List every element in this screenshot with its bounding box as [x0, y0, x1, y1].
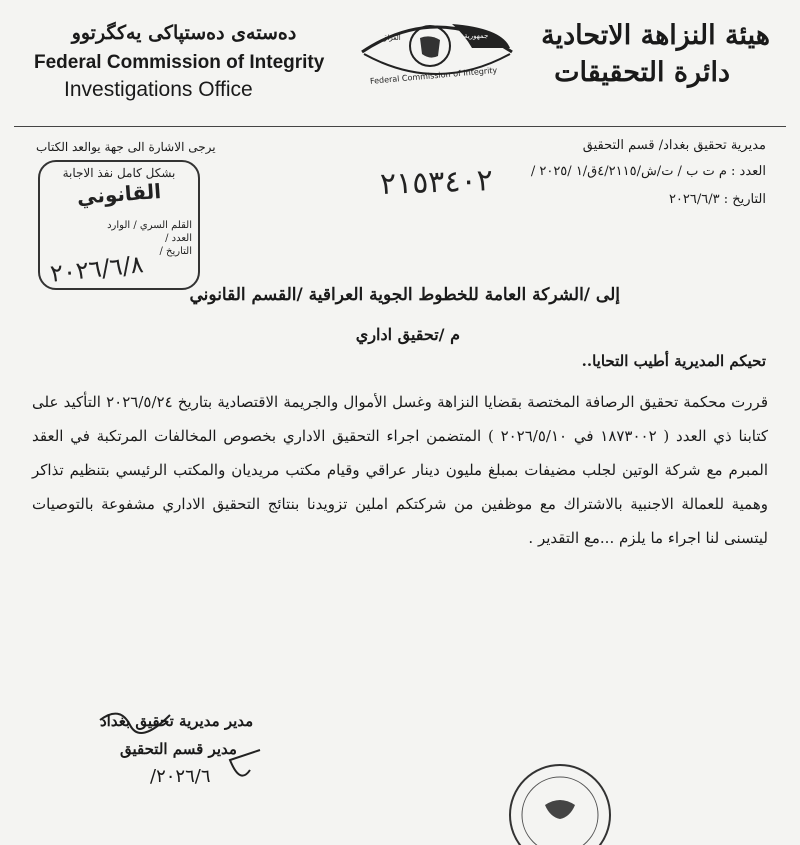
recipient-line: إلى /الشركة العامة للخطوط الجوية العراقية /القسم القانوني: [189, 285, 620, 305]
reply-note: يرجى الاشارة الى جهة يوالعد الكتاب: [36, 140, 216, 154]
handwritten-number: ٢١٥٣٤٠٢: [379, 163, 494, 202]
number-label: العدد :: [731, 164, 766, 179]
arabic-subtitle: دائرة التحقيقات: [554, 57, 730, 88]
logo-text-bottom: Federal Commission of Integrity: [369, 65, 498, 86]
header-right: [540, 20, 770, 88]
english-subtitle: Investigations Office: [64, 78, 253, 101]
reference-number-line: [531, 164, 766, 179]
greeting-line: تحيكم المديرية أطيب التحايا..: [581, 352, 766, 370]
number-value: م ت ب / ت/ش/٤/٢١١٥ق/١ /٢٠٢٥ /: [530, 164, 727, 179]
kurdish-title: دەستەی دەستپاکی یەکگرتوو: [71, 22, 297, 44]
stamp-line-1: القلم السري / الوارد: [107, 220, 192, 231]
letter-body: قررت محكمة تحقيق الرصافة المختصة بقضايا النزاهة وغسل الأموال والجريمة الاقتصادية بتاريخ ٢٠٢٦/٥/٢٤ التأكيد على كتابنا ذي العدد ( ١٨٧٣٠٠٢ في ٢٠٢٦/٥/١٠ ) المتضمن اجراء التحقيق الاداري بخصوص المخالفات المرتكبة في العقد المبرم مع شركة الوتين لجلب مضيفات بمبلغ مليون دينار عراقي وقيام مكتب مريديان والمكتب الرئيسي بتنظيم تذاكر وهمية للعمالة الاجنبية بالاشتراك مع موظفين من شركتكم املين تزويدنا بنتائج التحقيق الاداري مشفوعة بالتوصيات ليتسنى لنا اجراء ما يلزم ...مع التقدير .: [32, 393, 768, 547]
signatory-title-1: مدير مديرية تحقيق بغداد: [100, 712, 254, 730]
date-line: [669, 192, 766, 207]
official-seal-icon: [500, 755, 620, 845]
logo-text-top-right: جمهورية: [464, 32, 489, 40]
logo-text-top-left: العراق: [382, 34, 401, 42]
date-label: التاريخ :: [723, 192, 766, 207]
stamp-head: بشكل كامل نفذ الاجابة: [62, 166, 176, 180]
english-title: Federal Commission of Integrity: [34, 52, 325, 73]
arabic-title: هيئة النزاهة الاتحادية: [541, 20, 770, 51]
directorate-line: مديرية تحقيق بغداد/ قسم التحقيق: [582, 138, 766, 153]
commission-logo: [352, 8, 522, 86]
signatory-title-2: مدير قسم التحقيق: [120, 740, 237, 758]
stamp-line-2: العدد /: [165, 233, 192, 244]
stamp-handwritten-date: ٢٠٢٦/٦/٨: [48, 250, 145, 288]
header-divider: [14, 126, 786, 127]
date-value: ٢٠٢٦/٦/٣: [668, 192, 720, 207]
stamp-big-text: القانوني: [76, 179, 162, 209]
subject-line: م /تحقيق اداري: [355, 325, 460, 344]
signature-date: ٢٠٢٦/٦/: [150, 766, 211, 787]
eye-emblem-icon: [352, 8, 522, 86]
header-left: [34, 22, 334, 102]
stamp-line-3: التاريخ /: [159, 246, 192, 257]
